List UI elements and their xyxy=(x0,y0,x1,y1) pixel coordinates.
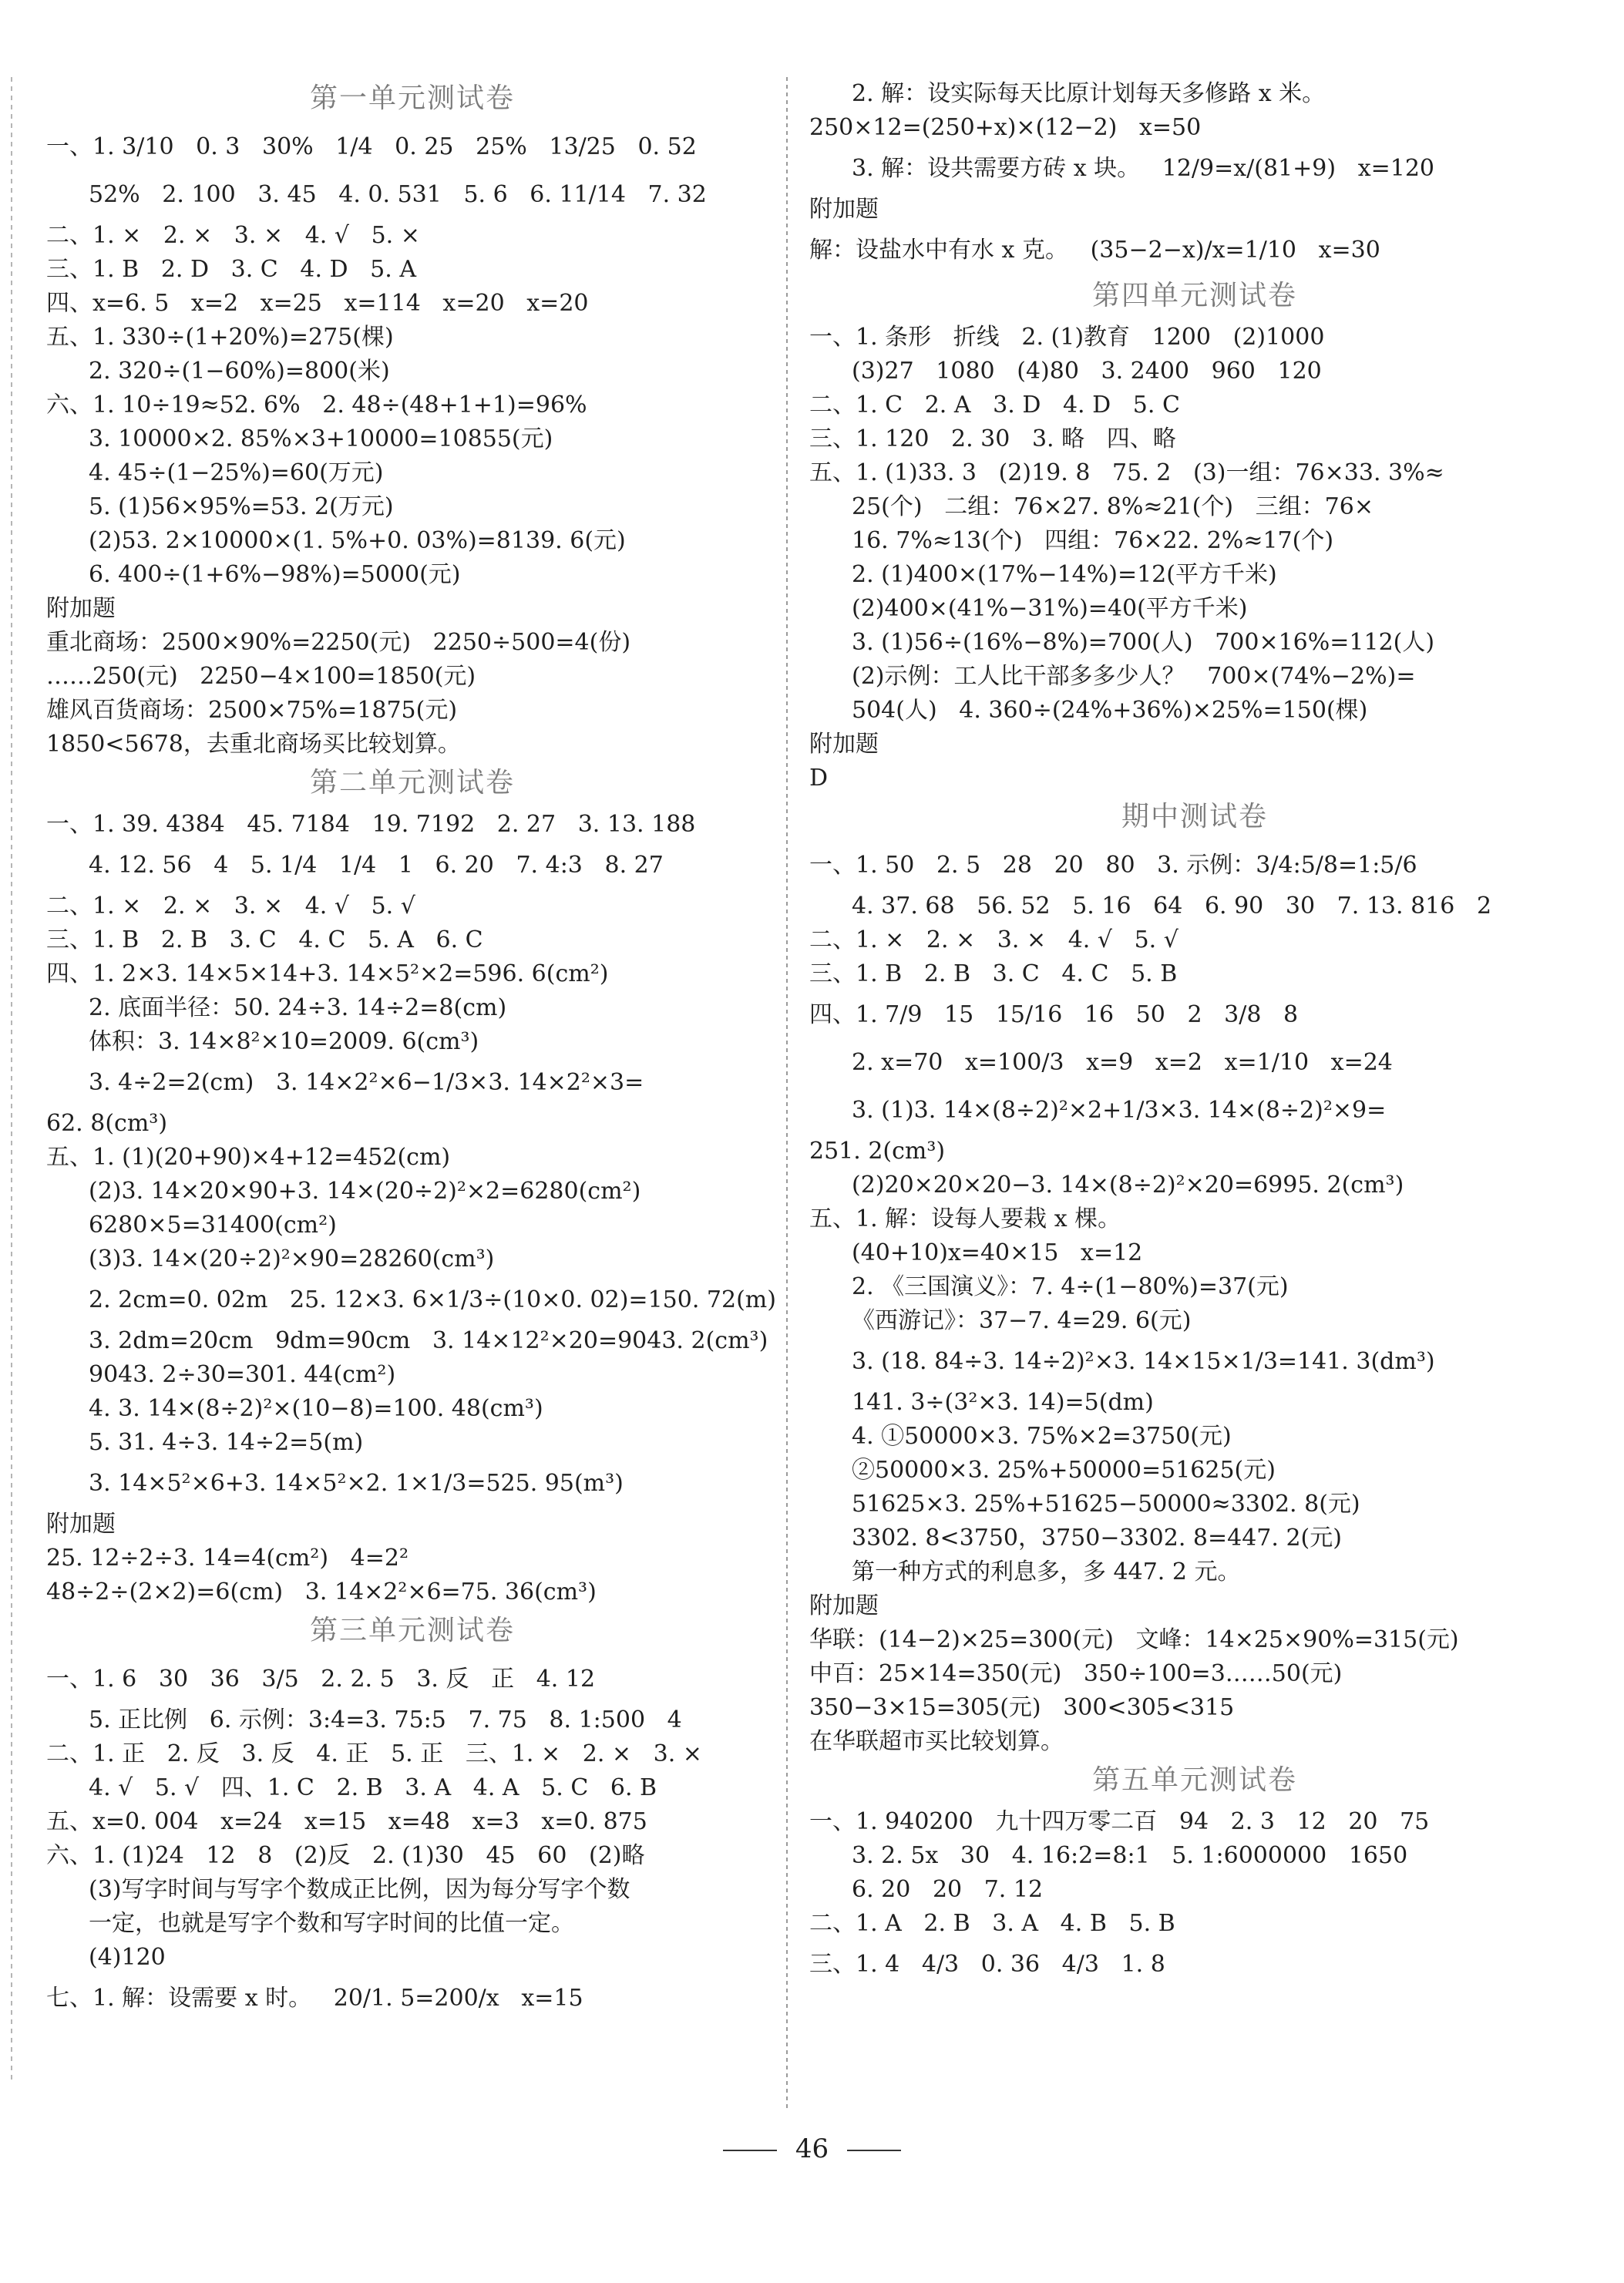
unit2-extra-title: 附加题 xyxy=(46,1511,116,1538)
midterm-line: 2. 《三国演义》：7. 4÷(1−80%)=37(元) xyxy=(852,1273,1289,1300)
unit1-line: 四、x=6. 5 x=2 x=25 x=114 x=20 x=20 xyxy=(46,290,589,317)
midterm-line: 五、1. 解：设每人要栽 x 棵。 xyxy=(809,1205,1121,1232)
footer-dash-left xyxy=(723,2150,777,2151)
unit4-extra-title: 附加题 xyxy=(809,731,879,758)
midterm-extra-line: 华联：(14−2)×25=300(元) 文峰：14×25×90%=315(元) xyxy=(809,1626,1459,1653)
right-column xyxy=(809,77,1580,1989)
unit1-line: 六、1. 10÷19≈52. 6% 2. 48÷(48+1+1)=96% xyxy=(46,392,587,419)
unit4-line: 2. (1)400×(17%−14%)=12(平方千米) xyxy=(852,561,1277,588)
unit5-line: 三、1. 4 4/3 0. 36 4/3 1. 8 xyxy=(809,1951,1165,1978)
unit4-line: (3)27 1080 (4)80 3. 2400 960 120 xyxy=(852,358,1322,385)
page-number: 46 xyxy=(795,2133,829,2164)
unit2-line: 2. 底面半径：50. 24÷3. 14÷2=8(cm) xyxy=(89,994,507,1021)
unit1-line: 二、1. × 2. × 3. × 4. √ 5. × xyxy=(46,222,420,249)
unit1-title: 第一单元测试卷 xyxy=(309,82,515,114)
unit3-line: 五、x=0. 004 x=24 x=15 x=48 x=3 x=0. 875 xyxy=(46,1808,647,1835)
unit4-line: 五、1. (1)33. 3 (2)19. 8 75. 2 (3)一组：76×33. 3%≈ xyxy=(809,459,1444,486)
midterm-line: 251. 2(cm³) xyxy=(809,1138,946,1165)
left-column xyxy=(46,77,778,2022)
unit4-line: 三、1. 120 2. 30 3. 略 四、略 xyxy=(809,425,1176,452)
unit2-title: 第二单元测试卷 xyxy=(309,767,515,799)
unit3-line: 七、1. 解：设需要 x 时。 20/1. 5=200/x x=15 xyxy=(46,1985,583,2012)
unit2-line: 3. 14×5²×6+3. 14×5²×2. 1×1/3=525. 95(m³) xyxy=(89,1470,624,1497)
midterm-extra-title: 附加题 xyxy=(809,1592,879,1619)
midterm-title: 期中测试卷 xyxy=(1121,801,1268,832)
unit3-cont-line: 250×12=(250+x)×(12−2) x=50 xyxy=(809,114,1202,141)
unit3-cont-line: 2. 解：设实际每天比原计划每天多修路 x 米。 xyxy=(852,80,1326,107)
unit4-line: 3. (1)56÷(16%−8%)=700(人) 700×16%=112(人) xyxy=(852,629,1435,656)
midterm-extra-line: 中百：25×14=350(元) 350÷100=3……50(元) xyxy=(809,1660,1343,1687)
midterm-line: 141. 3÷(3²×3. 14)=5(dm) xyxy=(852,1389,1154,1416)
page-footer xyxy=(0,2127,1624,2170)
midterm-line: 4. ①50000×3. 75%×2=3750(元) xyxy=(852,1423,1232,1450)
midterm-line: 三、1. B 2. B 3. C 4. C 5. B xyxy=(809,960,1178,987)
unit1-line: 五、1. 330÷(1+20%)=275(棵) xyxy=(46,324,394,351)
unit4-line: (2)400×(41%−31%)=40(平方千米) xyxy=(852,595,1248,622)
unit5-line: 一、1. 940200 九十四万零二百 94 2. 3 12 20 75 xyxy=(809,1808,1430,1835)
unit3-cont-line: 3. 解：设共需要方砖 x 块。 12/9=x/(81+9) x=120 xyxy=(852,155,1435,182)
unit1-line: 52% 2. 100 3. 45 4. 0. 531 5. 6 6. 11/14 7. 32 xyxy=(89,181,707,208)
unit3-title: 第三单元测试卷 xyxy=(309,1615,515,1646)
unit2-line: 3. 4÷2=2(cm) 3. 14×2²×6−1/3×3. 14×2²×3= xyxy=(89,1069,644,1096)
midterm-line: 3. (18. 84÷3. 14÷2)²×3. 14×15×1/3=141. 3(dm³) xyxy=(852,1348,1435,1375)
midterm-line: 2. x=70 x=100/3 x=9 x=2 x=1/10 x=24 xyxy=(852,1049,1393,1076)
midterm-line: 四、1. 7/9 15 15/16 16 50 2 3/8 8 xyxy=(809,1001,1299,1028)
left-margin-rule xyxy=(11,77,12,2081)
midterm-line: 二、1. × 2. × 3. × 4. √ 5. √ xyxy=(809,926,1178,953)
unit4-title: 第四单元测试卷 xyxy=(1091,280,1297,311)
unit2-line: 三、1. B 2. B 3. C 4. C 5. A 6. C xyxy=(46,926,483,953)
unit1-line: 2. 320÷(1−60%)=800(米) xyxy=(89,358,390,385)
unit1-line: (2)53. 2×10000×(1. 5%+0. 03%)=8139. 6(元) xyxy=(89,527,626,554)
midterm-line: (40+10)x=40×15 x=12 xyxy=(852,1239,1143,1266)
unit5-line: 二、1. A 2. B 3. A 4. B 5. B xyxy=(809,1910,1175,1937)
unit2-line: 五、1. (1)(20+90)×4+12=452(cm) xyxy=(46,1144,451,1171)
unit3-line: 二、1. 正 2. 反 3. 反 4. 正 5. 正 三、1. × 2. × 3. × xyxy=(46,1740,702,1767)
unit1-line: 一、1. 3/10 0. 3 30% 1/4 0. 25 25% 13/25 0. 52 xyxy=(46,133,697,160)
unit1-extra-line: 1850<5678，去重北商场买比较划算。 xyxy=(46,731,461,758)
unit4-line: 二、1. C 2. A 3. D 4. D 5. C xyxy=(809,392,1180,419)
unit2-line: 4. 12. 56 4 5. 1/4 1/4 1 6. 20 7. 4:3 8. 27 xyxy=(89,852,664,879)
unit2-line: 9043. 2÷30=301. 44(cm²) xyxy=(89,1361,396,1388)
unit4-line: 16. 7%≈13(个) 四组：76×22. 2%≈17(个) xyxy=(852,527,1334,554)
midterm-line: (2)20×20×20−3. 14×(8÷2)²×20=6995. 2(cm³) xyxy=(852,1172,1404,1199)
unit2-line: 4. 3. 14×(8÷2)²×(10−8)=100. 48(cm³) xyxy=(89,1395,543,1422)
unit3-extra-title: 附加题 xyxy=(809,196,879,223)
unit1-line: 5. (1)56×95%=53. 2(万元) xyxy=(89,493,394,520)
midterm-line: 3. (1)3. 14×(8÷2)²×2+1/3×3. 14×(8÷2)²×9= xyxy=(852,1097,1387,1124)
unit3-line: 一、1. 6 30 36 3/5 2. 2. 5 3. 反 正 4. 12 xyxy=(46,1666,596,1693)
unit5-title: 第五单元测试卷 xyxy=(1091,1764,1297,1796)
unit3-line: (4)120 xyxy=(89,1944,166,1971)
midterm-line: 51625×3. 25%+51625−50000≈3302. 8(元) xyxy=(852,1491,1360,1518)
midterm-line: 一、1. 50 2. 5 28 20 80 3. 示例：3/4:5/8=1:5/6 xyxy=(809,852,1417,879)
unit2-line: 四、1. 2×3. 14×5×14+3. 14×5²×2=596. 6(cm²) xyxy=(46,960,609,987)
column-divider xyxy=(786,77,788,2112)
unit2-line: 6280×5=31400(cm²) xyxy=(89,1212,337,1239)
unit1-line: 4. 45÷(1−25%)=60(万元) xyxy=(89,459,384,486)
unit1-line: 6. 400÷(1+6%−98%)=5000(元) xyxy=(89,561,461,588)
unit1-extra-line: 重北商场：2500×90%=2250(元) 2250÷500=4(份) xyxy=(46,629,631,656)
unit1-extra-line: ……250(元) 2250−4×100=1850(元) xyxy=(46,663,476,690)
unit1-line: 三、1. B 2. D 3. C 4. D 5. A xyxy=(46,256,416,283)
unit2-extra-line: 25. 12÷2÷3. 14=4(cm²) 4=2² xyxy=(46,1545,409,1572)
unit2-extra-line: 48÷2÷(2×2)=6(cm) 3. 14×2²×6=75. 36(cm³) xyxy=(46,1579,597,1605)
unit2-line: 二、1. × 2. × 3. × 4. √ 5. √ xyxy=(46,893,415,920)
unit2-line: 62. 8(cm³) xyxy=(46,1110,168,1137)
unit2-line: 2. 2cm=0. 02m 25. 12×3. 6×1/3÷(10×0. 02)=150. 72(m) xyxy=(89,1286,776,1313)
unit1-extra-line: 雄风百货商场：2500×75%=1875(元) xyxy=(46,697,458,724)
midterm-extra-line: 350−3×15=305(元) 300<305<315 xyxy=(809,1694,1235,1721)
unit4-line: 25(个) 二组：76×27. 8%≈21(个) 三组：76× xyxy=(852,493,1374,520)
unit3-line: 六、1. (1)24 12 8 (2)反 2. (1)30 45 60 (2)略 xyxy=(46,1842,645,1869)
unit2-line: (3)3. 14×(20÷2)²×90=28260(cm³) xyxy=(89,1246,495,1273)
unit2-line: 一、1. 39. 4384 45. 7184 19. 7192 2. 27 3. 13. 188 xyxy=(46,811,696,838)
unit5-line: 3. 2. 5x 30 4. 16:2=8:1 5. 1:6000000 1650 xyxy=(852,1842,1408,1869)
unit4-extra-line: D xyxy=(809,765,829,792)
midterm-line: 《西游记》：37−7. 4=29. 6(元) xyxy=(852,1307,1192,1334)
unit2-line: (2)3. 14×20×90+3. 14×(20÷2)²×2=6280(cm²) xyxy=(89,1178,641,1205)
footer-dash-right xyxy=(847,2150,901,2151)
unit3-line: 一定，也就是写字个数和写字时间的比值一定。 xyxy=(89,1910,574,1937)
unit2-line: 5. 31. 4÷3. 14÷2=5(m) xyxy=(89,1429,364,1456)
unit4-line: 504(人) 4. 360÷(24%+36%)×25%=150(棵) xyxy=(852,697,1368,724)
midterm-line: ②50000×3. 25%+50000=51625(元) xyxy=(852,1457,1276,1484)
unit3-line: 5. 正比例 6. 示例：3:4=3. 75:5 7. 75 8. 1:500 4 xyxy=(89,1706,682,1733)
unit4-line: (2)示例：工人比干部多多少人？ 700×(74%−2%)= xyxy=(852,663,1416,690)
unit3-extra-line: 解：设盐水中有水 x 克。 (35−2−x)/x=1/10 x=30 xyxy=(809,237,1380,264)
unit5-line: 6. 20 20 7. 12 xyxy=(852,1876,1044,1903)
midterm-line: 4. 37. 68 56. 52 5. 16 64 6. 90 30 7. 13. 816 2 xyxy=(852,893,1492,920)
unit4-line: 一、1. 条形 折线 2. (1)教育 1200 (2)1000 xyxy=(809,324,1325,351)
midterm-line: 3302. 8<3750，3750−3302. 8=447. 2(元) xyxy=(852,1525,1342,1552)
midterm-extra-line: 在华联超市买比较划算。 xyxy=(809,1728,1064,1755)
unit1-extra-title: 附加题 xyxy=(46,595,116,622)
unit3-line: (3)写字时间与写字个数成正比例，因为每分写字个数 xyxy=(89,1876,630,1903)
unit2-line: 3. 2dm=20cm 9dm=90cm 3. 14×12²×20=9043. 2(cm³) xyxy=(89,1327,768,1354)
midterm-line: 第一种方式的利息多，多 447. 2 元。 xyxy=(852,1558,1241,1585)
unit2-line: 体积：3. 14×8²×10=2009. 6(cm³) xyxy=(89,1028,479,1055)
unit1-line: 3. 10000×2. 85%×3+10000=10855(元) xyxy=(89,425,553,452)
unit3-line: 4. √ 5. √ 四、1. C 2. B 3. A 4. A 5. C 6. B xyxy=(89,1774,657,1801)
